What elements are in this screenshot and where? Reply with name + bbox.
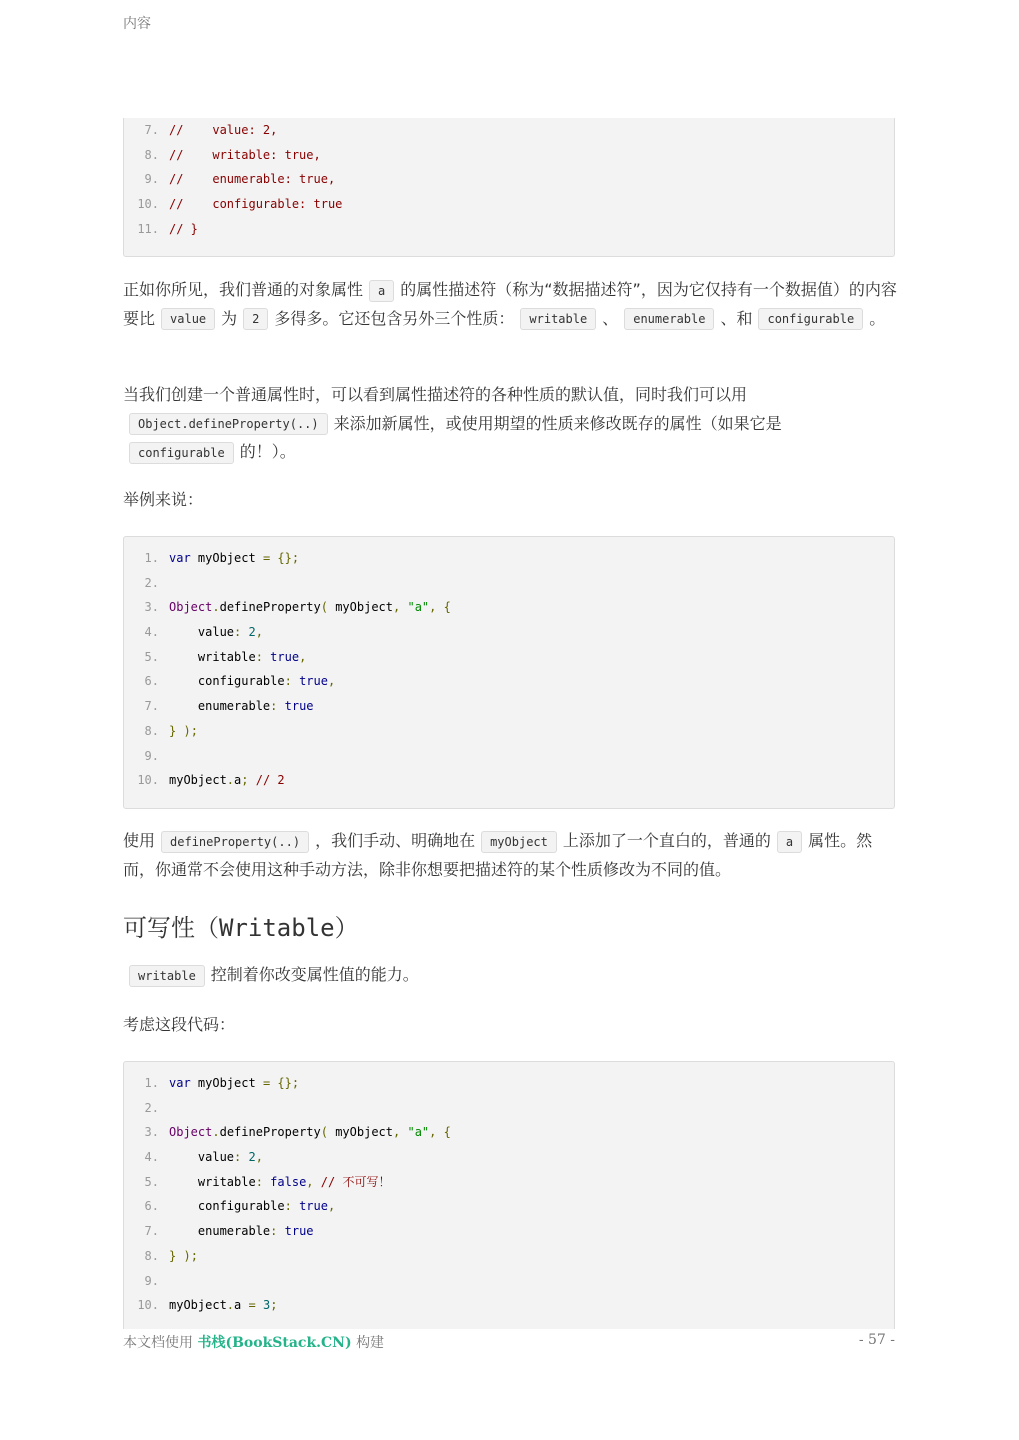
code-token: // } [169,221,198,236]
code-token: 2 [248,625,256,640]
code-token: true [284,699,314,714]
code-token: true [299,674,328,689]
code-token [256,1298,263,1312]
code-token: {}; [277,1076,300,1090]
code-token: ); [183,723,198,738]
code-token: ( [320,1125,328,1140]
code-line [124,167,894,192]
line-number: 1. [144,1076,159,1090]
inline-code-define-property: Object.defineProperty(..) [129,413,328,435]
code-token: . [212,600,220,615]
code-token: // 2 [255,773,285,788]
inline-code-configurable: configurable [758,308,863,330]
line-number: 9. [144,172,159,187]
code-token: // value: 2, [169,123,278,137]
code-token: enumerable [169,1224,271,1239]
footer-credit: 本文档使用 书栈(BookStack.CN) 构建 [123,1335,385,1351]
code-token: , [299,649,307,664]
code-line [124,1096,894,1121]
line-number: 5. [144,649,159,664]
code-token: 3 [262,1298,271,1313]
code-token [436,600,443,614]
code-token: a [234,773,242,788]
code-text [169,595,451,620]
code-token: // 不可写！ [320,1174,391,1189]
code-token: : [234,625,242,640]
code-token [292,1199,299,1213]
code-line [124,217,894,242]
code-token: 2 [248,1150,256,1165]
inline-code-a: a [777,831,802,853]
code-line [124,620,894,645]
code-token: = [262,551,271,565]
code-text [169,1120,451,1145]
code-line [124,1194,894,1219]
code-token: . [226,1298,235,1313]
line-number: 3. [144,600,159,615]
code-token: writable [169,1174,256,1189]
page-header-section: 内容 [123,16,151,32]
inline-code-my-object: myObject [481,831,557,853]
line-number: 9. [144,748,159,763]
code-line [124,768,894,793]
code-line [124,1170,894,1195]
code-token: , [327,674,336,689]
code-token: : [284,1199,292,1214]
line-number: 11. [137,221,159,236]
inline-code-writable: writable [520,308,596,330]
line-number: 3. [144,1125,159,1140]
code-token: // configurable: true [169,197,343,212]
line-number: 10. [137,197,159,212]
code-token: , [429,1125,437,1140]
paragraph-data-descriptor: 正如你所见，我们普通的对象属性 a 的属性描述符（称为“数据描述符”，因为它仅持有一个数据值）的内容要比 value 为 2 多得多。它还包含另外三个性质： writable 、 enumerable 、和 configurable 。 [123,276,898,333]
code-token: configurable [169,674,285,689]
code-token: , [393,600,401,615]
code-line [124,1219,894,1244]
code-token [292,674,299,688]
code-text [169,217,198,242]
code-text [169,167,335,192]
code-token: value [169,625,235,640]
code-line [124,1244,894,1269]
code-token: var [169,1076,191,1090]
code-line [124,645,894,670]
inline-code-configurable: configurable [129,442,234,464]
line-number: 4. [144,625,159,640]
code-token: // enumerable: true, [169,172,336,187]
line-number: 10. [137,1298,159,1313]
code-block-non-writable-example [123,1061,895,1329]
line-number: 8. [144,147,159,162]
inline-code-2: 2 [243,308,268,330]
code-line [124,143,894,168]
paragraph-manual-usage: 使用 defineProperty(..) ，我们手动、明确地在 myObject 上添加了一个直白的，普通的 a 属性。然而，你通常不会使用这种手动方法，除非你想要把描述符的某个性质修改为不同的值。 [123,831,873,879]
code-line [124,546,894,571]
footer-brand-link[interactable]: 书栈(BookStack.CN) [197,1335,352,1351]
code-token: defineProperty [219,1125,321,1140]
code-token: , [306,1174,314,1189]
code-token: : [270,699,278,714]
paragraph-writable-control: writable 控制着你改变属性值的能力。 [123,961,898,990]
code-token: { [443,1125,451,1140]
code-token: // writable: true, [169,147,321,162]
code-text [169,1293,277,1318]
inline-code-a: a [369,280,394,302]
code-token [314,1175,321,1189]
code-token: ( [320,600,328,615]
code-token [241,1150,248,1164]
inline-code-value: value [161,308,215,330]
code-text [169,719,198,744]
line-number: 9. [144,1273,159,1288]
code-token: enumerable [169,699,271,714]
code-token: , [255,1150,263,1165]
code-token: {}; [277,551,300,565]
line-number: 1. [144,551,159,565]
code-text [169,546,299,571]
code-token: configurable [169,1199,285,1214]
code-line [124,571,894,596]
paragraph-define-property: 当我们创建一个普通属性时，可以看到属性描述符的各种性质的默认值，同时我们可以用Object.defineProperty(..) 来添加新属性，或使用期望的性质来修改既存的属性（如果它是configurable 的！）。 [123,381,898,467]
code-text [169,1244,198,1269]
line-number: 8. [144,723,159,738]
line-number: 2. [144,575,159,590]
code-token: var [169,551,191,565]
code-line [124,192,894,217]
code-text [169,1194,335,1219]
code-token: a [234,1298,249,1313]
code-token: myObject [190,551,263,565]
code-line [124,1269,894,1294]
code-token: defineProperty [219,600,321,615]
code-line [124,595,894,620]
inline-code-define-property-short: defineProperty(..) [161,831,309,853]
code-line [124,744,894,769]
code-token: ); [183,1248,198,1263]
line-number: 7. [144,1224,159,1239]
code-token: . [226,773,235,788]
code-token: myObject [190,1076,263,1090]
line-number: 2. [144,1100,159,1115]
page-number: - 57 - [858,1332,895,1348]
code-token: myObject [169,773,227,788]
code-token: true [284,1224,314,1239]
code-token [277,699,284,713]
code-token [277,1224,284,1238]
paragraph-consider-code: 考虑这段代码： [123,1015,236,1034]
line-number: 10. [137,773,159,788]
code-line [124,1071,894,1096]
code-token: : [234,1150,242,1165]
code-token: . [212,1125,220,1140]
code-line [124,694,894,719]
code-token [241,625,248,639]
code-token: = [248,1298,256,1313]
code-text [169,1071,299,1096]
code-line [124,118,894,143]
code-token: : [284,674,292,689]
code-token: Object [169,600,213,615]
line-number: 7. [144,123,159,137]
line-number: 6. [144,1199,159,1214]
code-token: writable [169,649,256,664]
code-token: Object [169,1125,213,1140]
line-number: 8. [144,1248,159,1263]
code-token: "a" [407,1125,430,1140]
code-text [169,192,342,217]
inline-code-writable: writable [129,965,205,987]
code-text [169,694,314,719]
code-token: : [255,649,263,664]
code-token: , [327,1199,336,1214]
code-token: myObject [327,1125,394,1140]
code-token: , [255,625,263,640]
code-text [169,1219,314,1244]
code-line [124,1120,894,1145]
code-token: { [443,600,451,615]
code-token: , [393,1125,401,1140]
section-heading-writable: 可写性（Writable） [123,914,359,942]
code-token: , [429,600,437,615]
code-text [169,118,277,143]
code-token [436,1125,443,1139]
code-line [124,1145,894,1170]
line-number: 6. [144,674,159,689]
line-number: 5. [144,1174,159,1189]
paragraph-for-example: 举例来说： [123,490,204,509]
code-text [169,669,335,694]
code-block-define-property-example [123,536,895,809]
code-text [169,143,321,168]
code-token: ; [270,1298,278,1313]
line-number: 4. [144,1150,159,1165]
code-block-descriptor-output [123,118,895,257]
code-token: false [270,1174,307,1189]
code-text [169,768,285,793]
code-token: } [169,723,177,738]
code-token: "a" [407,600,430,615]
code-text [169,620,263,645]
code-line [124,669,894,694]
code-token: } [169,1248,177,1263]
code-text [169,1170,390,1195]
code-line [124,719,894,744]
code-text [169,645,306,670]
code-token: : [255,1174,263,1189]
inline-code-enumerable: enumerable [624,308,714,330]
code-token [249,773,256,787]
code-token: = [262,1076,271,1090]
code-token: value [169,1150,235,1165]
code-token: : [270,1224,278,1239]
code-token: true [270,649,300,664]
code-line [124,1293,894,1318]
code-token: ; [241,773,249,788]
code-token: myObject [169,1298,227,1313]
code-token: true [299,1199,328,1214]
code-text [169,1145,263,1170]
code-token: myObject [327,600,394,615]
line-number: 7. [144,699,159,714]
